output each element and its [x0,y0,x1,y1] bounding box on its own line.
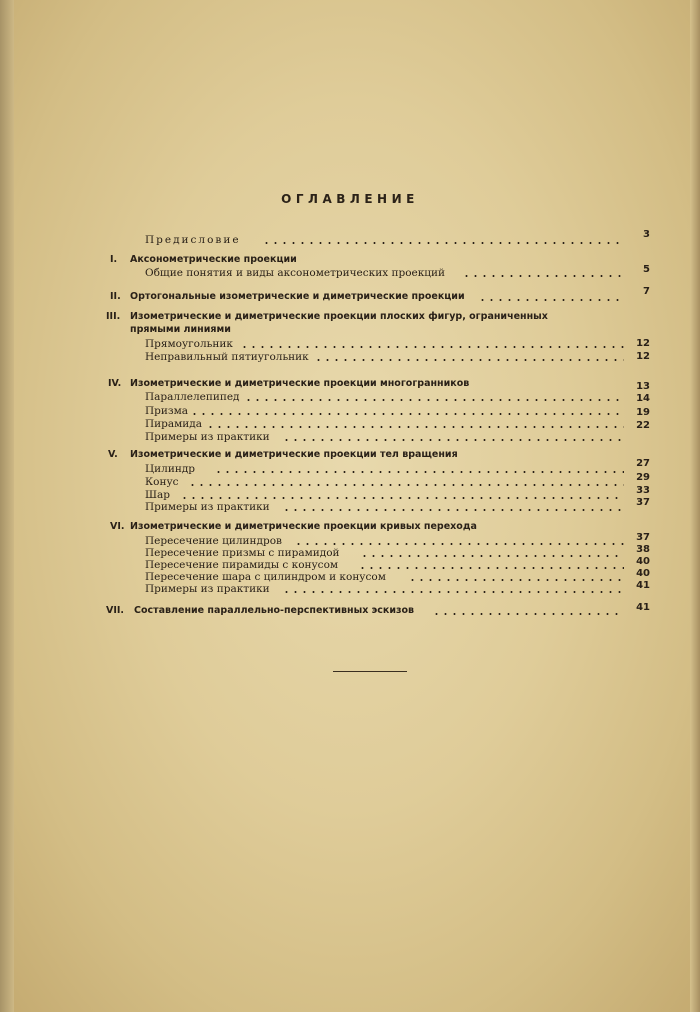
toc-page-number: 3 [643,229,650,240]
toc-page-number: 27 [636,458,650,469]
toc-chapter-numeral: III. [106,311,121,322]
toc-leader-dots [262,242,624,244]
toc-label: Ортогональные изометрические и диметрические проекции [130,291,465,302]
toc-page-number: 19 [636,407,650,418]
toc-leader-dots [358,567,624,569]
toc-label-continued: прямыми линиями [130,324,231,335]
toc-label: Пирамида [145,418,203,430]
toc-entry-5-4 [0,497,700,514]
toc-entry-preface [0,229,700,247]
toc-entry-4-1 [0,390,700,404]
toc-entry-4-2 [0,404,700,418]
toc-entry-chapter-7 [0,604,700,618]
toc-page-number: 40 [636,568,650,579]
toc-leader-dots [314,359,624,361]
toc-entry-chapter-1 [0,253,700,267]
toc-entry-6-5 [0,582,700,596]
toc-leader-dots [282,439,624,441]
toc-entry-4-3 [0,417,700,431]
toc-entry-4-4 [0,430,700,444]
toc-leader-dots [462,275,624,277]
toc-page-number: 5 [643,264,650,275]
toc-entry-5-2 [0,472,700,489]
toc-leader-dots [282,509,624,511]
toc-label: Примеры из практики [145,431,270,443]
toc-page-number: 12 [636,351,650,362]
toc-label: Пересечение цилиндров [145,535,282,547]
toc-label: Изометрические и диметрические проекции тел вращения [130,449,458,460]
end-divider [333,671,407,672]
toc-leader-dots [432,613,624,615]
toc-entry-3-2 [0,350,700,364]
toc-label: Общие понятия и виды аксонометрических проекций [145,267,446,279]
toc-entry-5-1 [0,458,700,476]
toc-leader-dots [190,413,624,415]
toc-chapter-numeral: IV. [108,378,122,389]
toc-label: Конус [145,476,179,488]
toc-label: Цилиндр [145,463,196,475]
toc-chapter-numeral: VII. [106,605,125,616]
toc-label: Изометрические и диметрические проекции плоских фигур, ограниченных [130,311,548,322]
page-title: ОГЛАВЛЕНИЕ [281,192,419,206]
toc-page-number: 37 [636,532,650,543]
toc-label: Пересечение шара с цилиндром и конусом [145,571,386,583]
toc-label: Прямоугольник [145,338,233,350]
toc-entry-chapter-3 [0,310,700,324]
toc-label: Аксонометрические проекции [130,254,297,265]
toc-entry-chapter-2 [0,286,700,304]
toc-page-number: 38 [636,544,650,555]
toc-leader-dots [408,579,624,581]
toc-label: Призма [145,405,189,417]
toc-leader-dots [360,555,624,557]
toc-label: Неправильный пятиугольник [145,351,309,363]
toc-page-number: 41 [636,602,650,613]
toc-label: Изометрические и диметрические проекции кривых перехода [130,521,477,532]
toc-label: Примеры из практики [145,583,270,595]
toc-chapter-numeral: V. [108,449,118,460]
toc-leader-dots [244,399,624,401]
toc-label: Изометрические и диметрические проекции многогранников [130,378,470,389]
toc-entry-chapter-4 [0,377,700,391]
toc-page-number: 13 [636,381,650,392]
toc-leader-dots [240,346,624,348]
toc-leader-dots [282,591,624,593]
toc-label: Шар [145,489,170,501]
toc-leader-dots [214,471,624,473]
toc-page-number: 7 [643,286,650,297]
toc-entry-chapter-5 [0,448,700,462]
toc-label: Примеры из практики [145,501,270,513]
toc-leader-dots [206,426,624,428]
toc-leader-dots [478,299,624,301]
toc-entry-1-1 [0,266,700,280]
toc-page-number: 40 [636,556,650,567]
toc-page-number: 22 [636,420,650,431]
toc-page-number: 41 [636,580,650,591]
toc-page-number: 14 [636,393,650,404]
toc-entry-chapter-6 [0,520,700,534]
toc-page-number: 12 [636,338,650,349]
toc-label: Составление параллельно-перспективных эскизов [134,605,415,616]
toc-label: Параллелепипед [145,391,240,403]
toc-leader-dots [180,497,624,499]
toc-label: Пересечение призмы с пирамидой [145,547,340,559]
toc-leader-dots [188,484,624,486]
toc-page-number: 37 [636,497,650,508]
toc-chapter-numeral: VI. [110,521,125,532]
toc-chapter-numeral: II. [110,291,121,302]
toc-leader-dots [294,543,624,545]
toc-page-number: 33 [636,485,650,496]
toc-chapter-numeral: I. [110,254,118,265]
toc-label: Предисловие [145,234,241,246]
toc-label: Пересечение пирамиды с конусом [145,559,339,571]
toc-page-number: 29 [636,472,650,483]
toc-entry-3-1 [0,337,700,351]
